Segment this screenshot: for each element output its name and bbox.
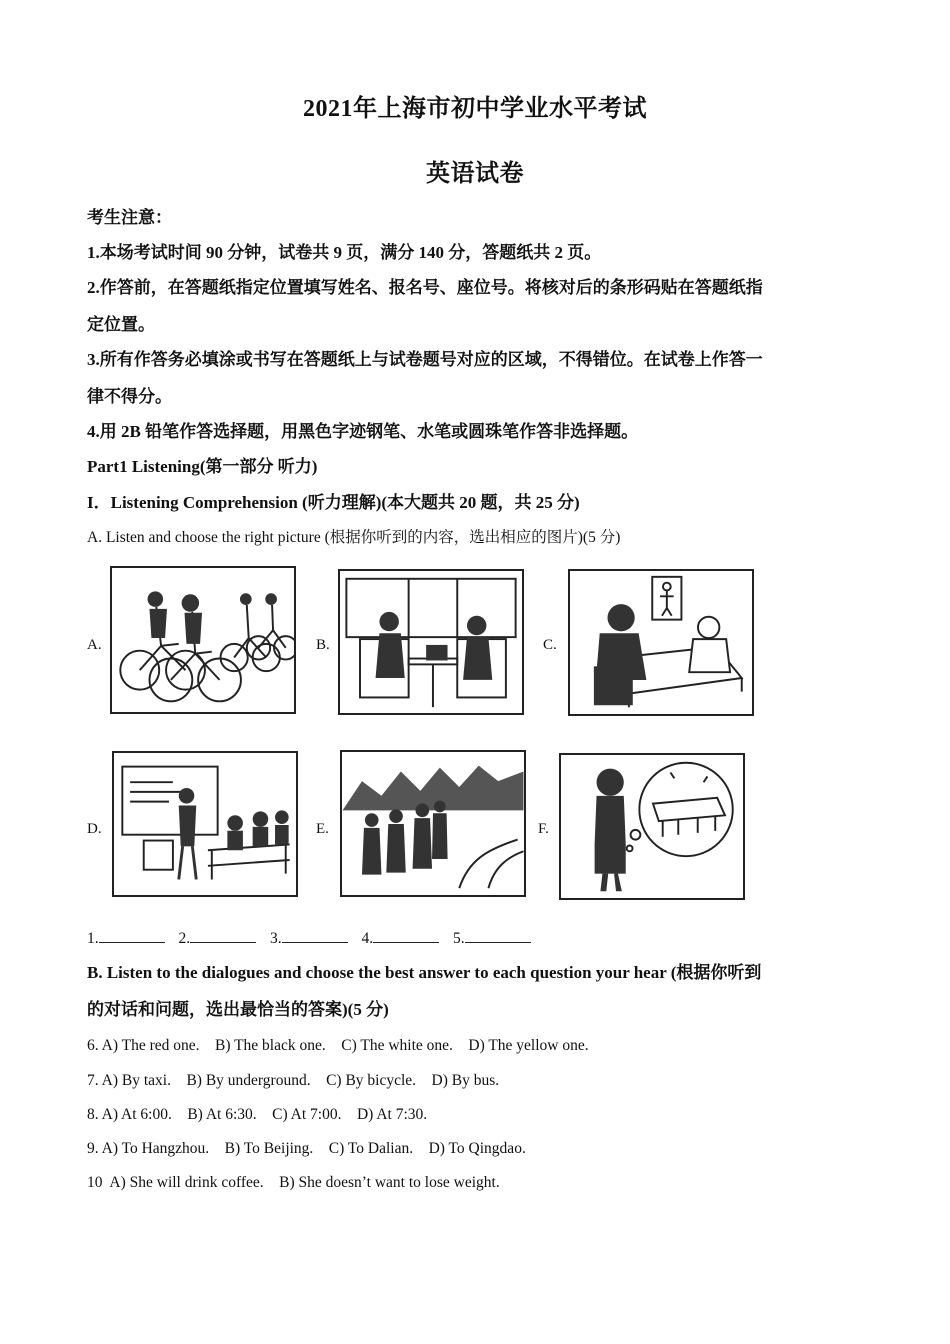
question-6: 6. A) The red one. B) The black one. C) The white one. D) The yellow one. (87, 1037, 589, 1054)
question-9: 9. A) To Hangzhou. B) To Beijing. C) To Dalian. D) To Qingdao. (87, 1140, 526, 1157)
notice-item-3: 3.所有作答务必填涂或书写在答题纸上与试卷题号对应的区域，不得错位。在试卷上作答一 (87, 350, 763, 369)
sectionA-instruction: A. Listen and choose the right picture (根据你听到的内容，选出相应的图片)(5 分) (87, 529, 621, 546)
blank-label-3: 3. (270, 930, 282, 947)
classroom-picture (112, 751, 298, 897)
train-passengers-picture (338, 569, 524, 715)
notice-item-1: 1.本场考试时间 90 分钟，试卷共 9 页，满分 140 分，答题纸共 2 页。 (87, 243, 602, 262)
notice-item-4: 4.用 2B 铅笔作答选择题，用黑色字迹钢笔、水笔或圆珠笔作答非选择题。 (87, 422, 639, 441)
answer-blanks (87, 928, 541, 948)
notice-item-2: 2.作答前，在答题纸指定位置填写姓名、报名号、座位号。将核对后的条形码贴在答题纸指 (87, 278, 763, 297)
exam-title: 2021年上海市初中学业水平考试 (303, 96, 647, 122)
blank-label-4: 4. (361, 930, 374, 947)
hikers-picture (340, 750, 526, 897)
picture-label-d: D. (87, 821, 102, 837)
blank-label-1: 1. (87, 930, 99, 947)
notice-heading: 考生注意： (87, 208, 172, 227)
picture-label-f: F. (538, 821, 549, 837)
notice-item-2-cont: 定位置。 (87, 315, 155, 334)
question-8: 8. A) At 6:00. B) At 6:30. C) At 7:00. D) At 7:30. (87, 1106, 428, 1123)
sectionB-heading: B. Listen to the dialogues and choose the best answer to each question your hear (根据你听到 (87, 963, 762, 982)
blank-label-5: 5. (453, 930, 465, 947)
answer-blank-5[interactable] (465, 928, 531, 943)
question-7: 7. A) By taxi. B) By underground. C) By bicycle. D) By bus. (87, 1072, 500, 1089)
question-10: 10 A) She will drink coffee. B) She doesn’t want to lose weight. (87, 1174, 500, 1191)
blank-label-2: 2. (178, 930, 191, 947)
picture-label-e: E. (316, 821, 329, 837)
part1-heading: Part1 Listening(第一部分 听力) (87, 457, 318, 476)
doctor-visit-picture (568, 569, 754, 716)
notice-item-3-cont: 律不得分。 (87, 387, 172, 406)
section1-heading: I．Listening Comprehension (听力理解)(本大题共 20 题，共 25 分) (87, 493, 580, 512)
exam-subtitle: 英语试卷 (426, 161, 524, 187)
answer-blank-4[interactable] (373, 928, 439, 943)
answer-blank-2[interactable] (190, 928, 256, 943)
picture-label-b: B. (316, 637, 330, 653)
cyclists-picture (110, 566, 296, 714)
picture-label-a: A. (87, 637, 102, 653)
picture-label-c: C. (543, 637, 557, 653)
answer-blank-3[interactable] (282, 928, 348, 943)
sectionB-heading-cont: 的对话和问题，选出最恰当的答案)(5 分) (87, 1000, 389, 1019)
girl-thinking-piano-picture (559, 753, 745, 900)
answer-blank-1[interactable] (99, 928, 165, 943)
